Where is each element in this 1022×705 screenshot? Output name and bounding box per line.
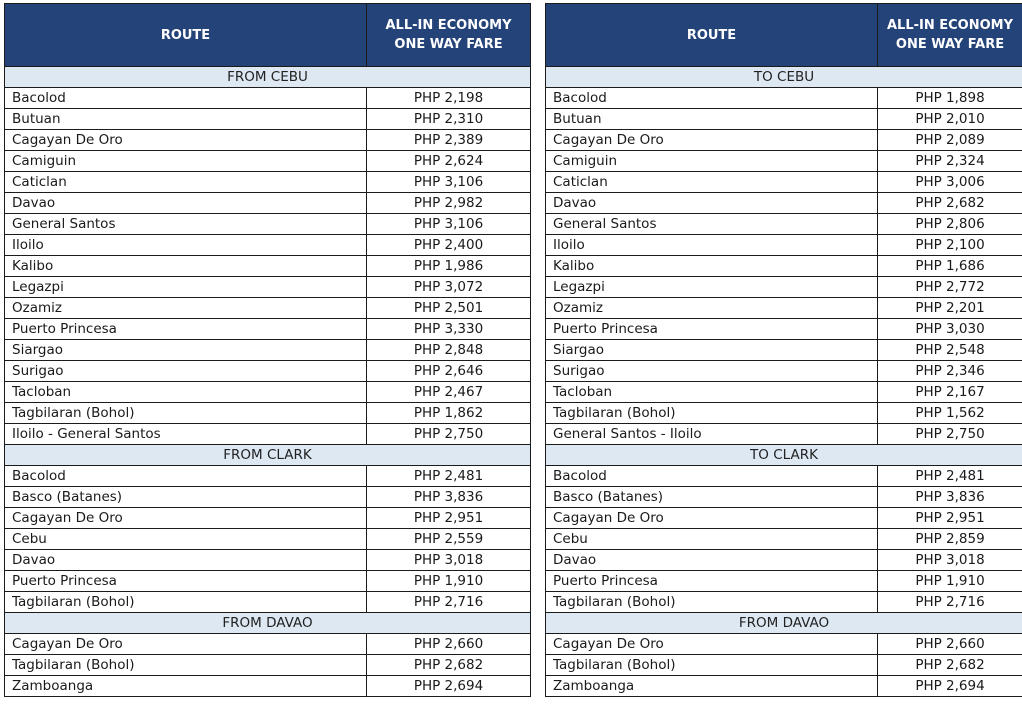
table-row xyxy=(546,571,1022,592)
table-row xyxy=(546,466,1022,487)
fare-cell: PHP 3,836 xyxy=(367,487,531,508)
section-title: FROM DAVAO xyxy=(546,613,1022,634)
route-cell: Davao xyxy=(5,550,367,571)
route-cell: Iloilo - General Santos xyxy=(5,424,367,445)
route-cell: Caticlan xyxy=(546,172,878,193)
table-header-row xyxy=(546,4,1022,67)
table-row xyxy=(546,634,1022,655)
route-column-header: ROUTE xyxy=(546,4,878,67)
table-row xyxy=(546,508,1022,529)
section-title: TO CLARK xyxy=(546,445,1022,466)
table-row xyxy=(5,571,531,592)
fare-cell: PHP 2,201 xyxy=(878,298,1022,319)
fare-cell: PHP 3,330 xyxy=(367,319,531,340)
route-cell: Iloilo xyxy=(546,235,878,256)
fare-cell: PHP 2,982 xyxy=(367,193,531,214)
fare-table-right xyxy=(545,3,1022,697)
route-cell: Bacolod xyxy=(5,88,367,109)
route-cell: Camiguin xyxy=(5,151,367,172)
fare-cell: PHP 3,030 xyxy=(878,319,1022,340)
table-row xyxy=(5,676,531,697)
table-row xyxy=(546,151,1022,172)
table-row xyxy=(546,487,1022,508)
fare-cell: PHP 2,694 xyxy=(367,676,531,697)
table-row xyxy=(5,529,531,550)
table-row xyxy=(5,298,531,319)
table-row xyxy=(546,676,1022,697)
table-row xyxy=(5,172,531,193)
table-row xyxy=(5,340,531,361)
route-cell: Tagbilaran (Bohol) xyxy=(5,655,367,676)
fare-cell: PHP 1,686 xyxy=(878,256,1022,277)
route-cell: Tacloban xyxy=(5,382,367,403)
route-cell: Camiguin xyxy=(546,151,878,172)
table-row xyxy=(5,256,531,277)
route-cell: Davao xyxy=(546,550,878,571)
fare-cell: PHP 3,836 xyxy=(878,487,1022,508)
table-row xyxy=(546,403,1022,424)
table-row xyxy=(5,424,531,445)
route-cell: General Santos xyxy=(546,214,878,235)
route-cell: Legazpi xyxy=(5,277,367,298)
table-row xyxy=(546,655,1022,676)
table-row xyxy=(546,256,1022,277)
route-cell: Basco (Batanes) xyxy=(546,487,878,508)
fare-cell: PHP 2,682 xyxy=(367,655,531,676)
route-cell: Cebu xyxy=(5,529,367,550)
route-cell: Puerto Princesa xyxy=(5,571,367,592)
fare-cell: PHP 1,910 xyxy=(367,571,531,592)
fare-cell: PHP 1,562 xyxy=(878,403,1022,424)
route-cell: Bacolod xyxy=(5,466,367,487)
fare-cell: PHP 3,072 xyxy=(367,277,531,298)
fare-header-line-1: ALL-IN ECONOMY xyxy=(385,18,512,33)
fare-cell: PHP 2,750 xyxy=(878,424,1022,445)
fare-cell: PHP 2,682 xyxy=(878,193,1022,214)
route-cell: Cagayan De Oro xyxy=(546,634,878,655)
fare-cell: PHP 2,167 xyxy=(878,382,1022,403)
fare-cell: PHP 2,660 xyxy=(878,634,1022,655)
fare-header-line-2: ONE WAY FARE xyxy=(895,37,1005,52)
fare-cell: PHP 2,481 xyxy=(367,466,531,487)
fare-cell: PHP 2,400 xyxy=(367,235,531,256)
route-cell: Cagayan De Oro xyxy=(5,130,367,151)
table-row xyxy=(546,172,1022,193)
table-row xyxy=(5,466,531,487)
section-title: TO CEBU xyxy=(546,67,1022,88)
route-cell: Kalibo xyxy=(5,256,367,277)
table-row xyxy=(5,151,531,172)
fare-cell: PHP 2,346 xyxy=(878,361,1022,382)
fare-cell: PHP 2,324 xyxy=(878,151,1022,172)
fare-cell: PHP 2,682 xyxy=(878,655,1022,676)
fare-cell: PHP 2,198 xyxy=(367,88,531,109)
table-row xyxy=(546,277,1022,298)
route-cell: Zamboanga xyxy=(546,676,878,697)
fare-cell: PHP 2,646 xyxy=(367,361,531,382)
fare-cell: PHP 2,716 xyxy=(878,592,1022,613)
table-row xyxy=(546,298,1022,319)
fare-cell: PHP 2,848 xyxy=(367,340,531,361)
route-cell: Ozamiz xyxy=(5,298,367,319)
route-cell: General Santos xyxy=(5,214,367,235)
table-row xyxy=(5,88,531,109)
fare-cell: PHP 2,100 xyxy=(878,235,1022,256)
table-row xyxy=(546,235,1022,256)
section-header-row xyxy=(546,445,1022,466)
fare-cell: PHP 2,660 xyxy=(367,634,531,655)
route-cell: Siargao xyxy=(5,340,367,361)
fare-cell: PHP 3,106 xyxy=(367,214,531,235)
fare-cell: PHP 3,018 xyxy=(878,550,1022,571)
route-cell: Cagayan De Oro xyxy=(5,634,367,655)
route-cell: Davao xyxy=(546,193,878,214)
fare-table-left xyxy=(4,3,531,697)
fare-cell: PHP 3,018 xyxy=(367,550,531,571)
table-row xyxy=(5,235,531,256)
fare-cell: PHP 2,467 xyxy=(367,382,531,403)
route-cell: Tagbilaran (Bohol) xyxy=(546,592,878,613)
section-header-row xyxy=(5,67,531,88)
fare-cell: PHP 2,772 xyxy=(878,277,1022,298)
table-row xyxy=(5,634,531,655)
route-cell: General Santos - Iloilo xyxy=(546,424,878,445)
table-row xyxy=(5,382,531,403)
fare-cell: PHP 1,898 xyxy=(878,88,1022,109)
fare-cell: PHP 2,806 xyxy=(878,214,1022,235)
fare-header-line-1: ALL-IN ECONOMY xyxy=(886,18,1014,33)
fare-cell: PHP 2,750 xyxy=(367,424,531,445)
fare-cell: PHP 2,389 xyxy=(367,130,531,151)
section-header-row xyxy=(5,613,531,634)
fare-cell: PHP 2,694 xyxy=(878,676,1022,697)
fare-cell: PHP 2,548 xyxy=(878,340,1022,361)
route-cell: Bacolod xyxy=(546,466,878,487)
route-cell: Tagbilaran (Bohol) xyxy=(546,655,878,676)
route-cell: Kalibo xyxy=(546,256,878,277)
route-cell: Zamboanga xyxy=(5,676,367,697)
fare-cell: PHP 2,716 xyxy=(367,592,531,613)
table-row xyxy=(546,319,1022,340)
table-row xyxy=(546,361,1022,382)
fare-cell: PHP 1,910 xyxy=(878,571,1022,592)
route-cell: Butuan xyxy=(546,109,878,130)
fare-cell: PHP 1,986 xyxy=(367,256,531,277)
fare-cell: PHP 2,481 xyxy=(878,466,1022,487)
route-cell: Surigao xyxy=(5,361,367,382)
table-row xyxy=(5,214,531,235)
table-row xyxy=(546,529,1022,550)
section-header-row xyxy=(546,67,1022,88)
table-row xyxy=(5,592,531,613)
route-cell: Basco (Batanes) xyxy=(5,487,367,508)
table-row xyxy=(5,130,531,151)
route-column-header: ROUTE xyxy=(5,4,367,67)
fare-cell: PHP 2,010 xyxy=(878,109,1022,130)
route-cell: Cebu xyxy=(546,529,878,550)
fare-column-header xyxy=(878,4,1022,67)
section-title: FROM CLARK xyxy=(5,445,531,466)
table-row xyxy=(546,424,1022,445)
route-cell: Cagayan De Oro xyxy=(546,130,878,151)
fare-cell: PHP 2,951 xyxy=(878,508,1022,529)
section-header-row xyxy=(546,613,1022,634)
route-cell: Puerto Princesa xyxy=(546,319,878,340)
route-cell: Legazpi xyxy=(546,277,878,298)
table-row xyxy=(546,88,1022,109)
table-row xyxy=(546,109,1022,130)
table-row xyxy=(5,319,531,340)
route-cell: Ozamiz xyxy=(546,298,878,319)
route-cell: Bacolod xyxy=(546,88,878,109)
section-title: FROM DAVAO xyxy=(5,613,531,634)
table-row xyxy=(546,340,1022,361)
table-row xyxy=(5,487,531,508)
fare-cell: PHP 3,106 xyxy=(367,172,531,193)
table-row xyxy=(5,361,531,382)
fare-cell: PHP 2,859 xyxy=(878,529,1022,550)
table-row xyxy=(5,193,531,214)
table-row xyxy=(5,277,531,298)
table-header-row xyxy=(5,4,531,67)
table-row xyxy=(5,508,531,529)
route-cell: Caticlan xyxy=(5,172,367,193)
fare-cell: PHP 2,951 xyxy=(367,508,531,529)
table-row xyxy=(5,550,531,571)
route-cell: Siargao xyxy=(546,340,878,361)
route-cell: Cagayan De Oro xyxy=(5,508,367,529)
section-header-row xyxy=(5,445,531,466)
table-row xyxy=(546,214,1022,235)
fare-cell: PHP 1,862 xyxy=(367,403,531,424)
table-row xyxy=(546,550,1022,571)
table-row xyxy=(546,592,1022,613)
fare-header-line-2: ONE WAY FARE xyxy=(394,37,503,52)
table-row xyxy=(5,655,531,676)
route-cell: Puerto Princesa xyxy=(5,319,367,340)
fare-cell: PHP 2,624 xyxy=(367,151,531,172)
route-cell: Davao xyxy=(5,193,367,214)
route-cell: Cagayan De Oro xyxy=(546,508,878,529)
section-title: FROM CEBU xyxy=(5,67,531,88)
fare-cell: PHP 3,006 xyxy=(878,172,1022,193)
fare-cell: PHP 2,559 xyxy=(367,529,531,550)
fare-cell: PHP 2,310 xyxy=(367,109,531,130)
table-row xyxy=(546,130,1022,151)
route-cell: Tagbilaran (Bohol) xyxy=(5,403,367,424)
route-cell: Puerto Princesa xyxy=(546,571,878,592)
route-cell: Tacloban xyxy=(546,382,878,403)
route-cell: Iloilo xyxy=(5,235,367,256)
fare-cell: PHP 2,501 xyxy=(367,298,531,319)
route-cell: Butuan xyxy=(5,109,367,130)
fare-cell: PHP 2,089 xyxy=(878,130,1022,151)
table-row xyxy=(546,193,1022,214)
fare-column-header xyxy=(367,4,531,67)
table-row xyxy=(546,382,1022,403)
table-row xyxy=(5,403,531,424)
table-row xyxy=(5,109,531,130)
route-cell: Tagbilaran (Bohol) xyxy=(5,592,367,613)
route-cell: Tagbilaran (Bohol) xyxy=(546,403,878,424)
route-cell: Surigao xyxy=(546,361,878,382)
